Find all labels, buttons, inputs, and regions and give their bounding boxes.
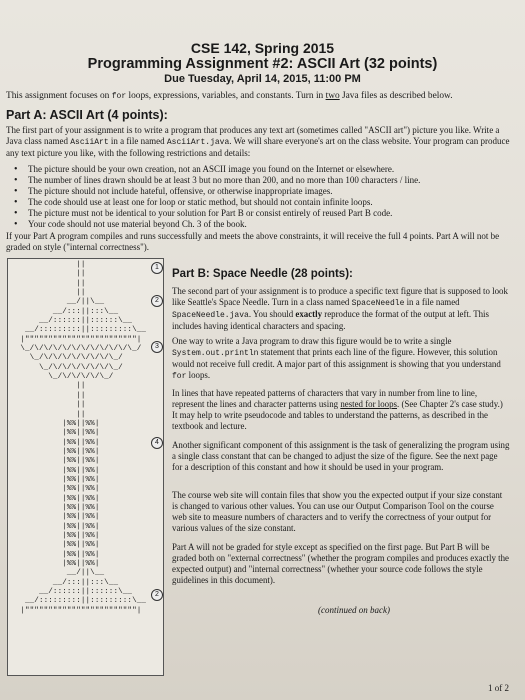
part-b-code: for <box>172 372 187 381</box>
space-needle-figure <box>7 258 164 676</box>
part-b-emphasis: exactly <box>295 309 323 319</box>
intro-code: for <box>111 92 127 101</box>
annotation-marker: 2 <box>151 295 163 307</box>
due-date: Due Tuesday, April 14, 2015, 11:00 PM <box>164 73 361 85</box>
part-b-text: loops. <box>186 370 211 380</box>
list-item: • The picture must not be identical to your solution for Part B or consist entirely of reused Part B code. <box>12 208 512 219</box>
assignment-title: Programming Assignment #2: ASCII Art (32 points) <box>87 56 438 72</box>
part-a-text-2: in a file named <box>108 136 167 146</box>
list-item: • The picture should not include hateful, offensive, or otherwise inappropriate images. <box>12 186 512 197</box>
part-b-text: One way to write a Java program to draw this figure would be to write a single <box>172 336 452 346</box>
part-b-text: In lines that have repeated patterns of characters that vary in number from line to line, represent the lines and character patterns using <box>172 388 478 409</box>
intro-paragraph <box>6 91 521 101</box>
part-b-text: reproduce the format of the output at left. This includes having identical characters and spacing. <box>172 309 489 331</box>
part-a-text-3: . We will share everyone's art on the class website. Your program can produce any text picture you like, with the following restrictions and details: <box>6 136 510 158</box>
space-needle-ascii: || || || || __/||\__ __/:::||:::\__ __/::::::||::::::\__ __/:::::::::||:::::::::\__ |""""""""""""""""""""""""| \_/\/\/\/\/\/\/\/\/\/\/\_/ \_/\/\/\/\/\/\/\/\_/ \_/\/\/\/\/\/\/\_/ \_/\/\/\/\/\_/ || || || || |%%||%%| |%%||%%| |%%||%%| |%%||%%| |%%||%%| |%%||%%| |%%||%%| |%%||%%| |%%||%%| |%%||%%| |%%||%%| |%%||%%| |%%||%%| |%%||%%| |%%||%%| |%%||%%| __/||\__ __/:::||:::\__ __/::::::||::::::\__ __/:::::::::||:::::::::\__ |""""""""""""""""""""""""| <box>20 261 147 615</box>
annotation-marker: 3 <box>151 341 163 353</box>
page-number: 1 of 2 <box>488 683 509 693</box>
part-a-class-name: AsciiArt <box>70 138 109 147</box>
part-b-heading: Part B: Space Needle (28 points): <box>172 268 353 280</box>
part-b-paragraph-4: Another significant component of this assignment is the task of generalizing the program using a single class constant that can be changed to adjust the size of the figure. See the next page for a description of this constant and how it should be used in your program. <box>172 440 510 472</box>
part-b-code: System.out.println <box>172 349 259 358</box>
annotation-marker: 1 <box>151 262 163 274</box>
part-a-heading: Part A: ASCII Art (4 points): <box>6 108 168 122</box>
intro-text: This assignment focuses on <box>6 91 112 101</box>
part-b-underlined: nested for loops <box>340 399 398 409</box>
part-a-restrictions-list <box>12 164 512 230</box>
annotation-marker: 4 <box>151 437 163 449</box>
part-b-class-name: SpaceNeedle <box>351 299 405 308</box>
part-b-paragraph-1 <box>172 286 510 332</box>
part-a-paragraph <box>6 125 511 159</box>
part-b-paragraph-6: Part A will not be graded for style except as specified on the first page. But Part B will be graded both on "external correctness" (whether the program compiles and produces exactly the expected output) and "internal correctness" (whether your source code follows the style guidelines in this document). <box>172 542 509 585</box>
part-b-paragraph-3 <box>172 388 510 432</box>
part-b-text: statement that prints each line of the figure. However, this solution would not receive full credit. A major part of this assignment is showing that you understand <box>172 347 501 369</box>
annotation-marker: 2 <box>151 589 163 601</box>
continued-note: (continued on back) <box>318 605 390 615</box>
part-b-file-name: SpaceNeedle.java <box>172 311 249 320</box>
part-b-paragraph-5: The course web site will contain files that show you the expected output if your size constant is changed to various other values. You can use our Output Comparison Tool on the course web site to measure numbers of characters and to verify the correctness of your output for various values of the size constant. <box>172 490 503 533</box>
part-a-file-name: AsciiArt.java <box>166 138 230 147</box>
list-item: • The number of lines drawn should be at least 3 but no more than 200, and no more than 100 characters / line. <box>12 175 512 186</box>
part-b-text: . (See Chapter 2's case study.) It may help to write pseudocode and tables to understand the patterns, as described in the textbook and lecture. <box>172 399 503 431</box>
part-a-closing: If your Part A program compiles and runs successfully and meets the above constraints, it will receive the full 4 points. Part A will not be graded on style ("internal correctness"). <box>6 231 500 252</box>
course-title: CSE 142, Spring 2015 <box>190 40 335 56</box>
intro-underlined: two <box>325 91 340 101</box>
intro-text-2: loops, expressions, variables, and constants. Turn in <box>126 91 326 101</box>
list-item: • The code should use at least one for loop or static method, but should not contain infinite loops. <box>12 197 512 208</box>
part-b-text: . You should <box>248 309 296 319</box>
part-a-text: The first part of your assignment is to write a program that produces any text art (sometimes called "ASCII art") picture you like. Write a Java class named <box>6 125 500 146</box>
part-b-text: in a file named <box>404 297 460 307</box>
intro-text-3: Java files as described below. <box>339 91 453 101</box>
list-item: • Your code should not use material beyond Ch. 3 of the book. <box>12 219 512 230</box>
part-b-paragraph-2 <box>172 336 510 382</box>
part-b-text: The second part of your assignment is to produce a specific text figure that is supposed to look like Seattle's Space Needle. Turn in a class named <box>172 286 508 307</box>
list-item: • The picture should be your own creation, not an ASCII image you found on the Internet or elsewhere. <box>12 164 512 175</box>
